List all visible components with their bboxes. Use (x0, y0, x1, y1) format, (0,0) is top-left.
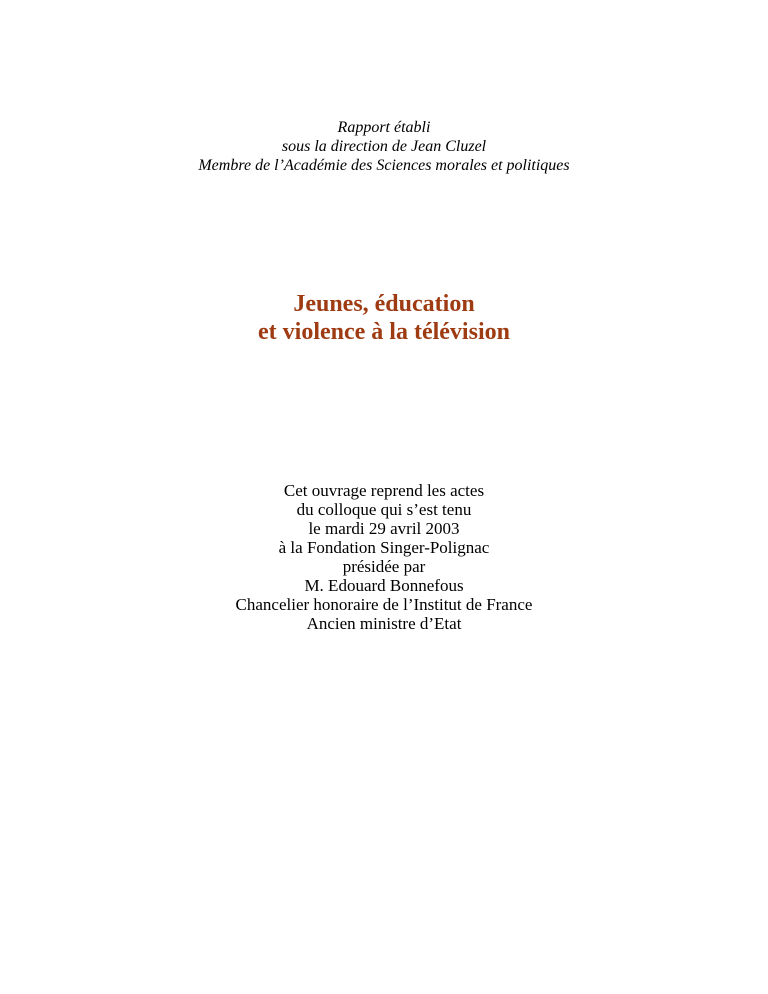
proceedings-chair-name-line: M. Edouard Bonnefous (304, 576, 464, 595)
chair-title-line-1: Chancelier honoraire de l’Institut de France (235, 595, 533, 614)
title-line-1: Jeunes, éducation (293, 291, 475, 317)
proceedings-venue-line: à la Fondation Singer-Polignac (278, 538, 490, 557)
title-line-2: et violence à la télévision (258, 319, 510, 345)
proceedings-line-2: du colloque qui s’est tenu (296, 500, 472, 519)
proceedings-chaired-line: présidée par (342, 557, 426, 576)
proceedings-description (0, 481, 768, 633)
director-affiliation-line: Membre de l’Académie des Sciences morales et politiques (198, 157, 570, 174)
report-director-line: sous la direction de Jean Cluzel (281, 138, 487, 155)
proceedings-date-line: le mardi 29 avril 2003 (308, 519, 460, 538)
report-established-line: Rapport établi (337, 119, 431, 136)
proceedings-line-1: Cet ouvrage reprend les actes (283, 481, 485, 500)
report-credits (0, 118, 768, 175)
document-title (0, 290, 768, 346)
chair-title-line-2: Ancien ministre d’Etat (306, 614, 462, 633)
